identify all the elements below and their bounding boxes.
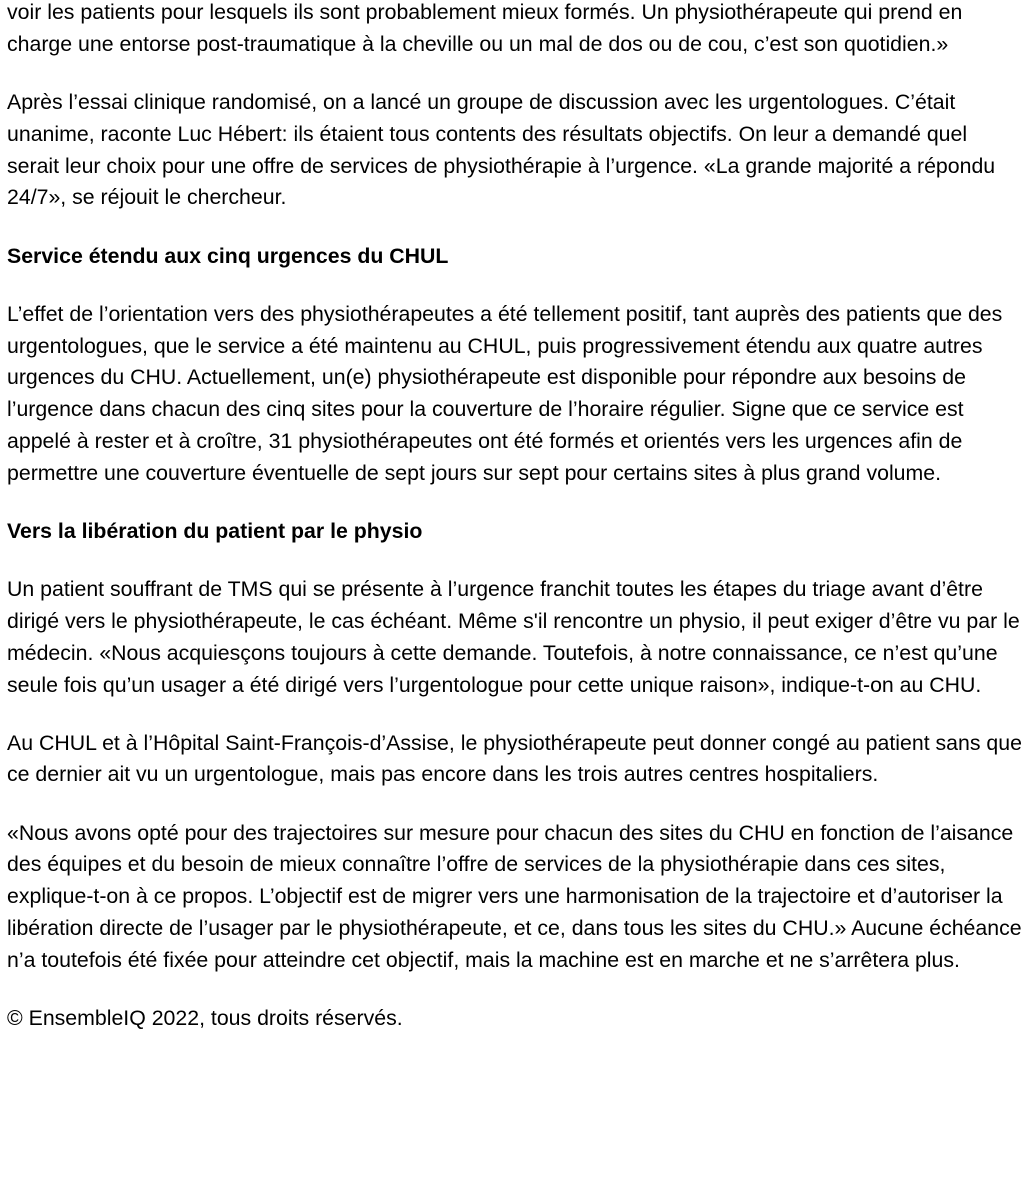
paragraph-service-extended: L’effet de l’orientation vers des physiothérapeutes a été tellement positif, tant auprès des patients que des urgentologues, que le service a été maintenu au CHUL, puis progressivement étendu aux quatre autres urgences du CHU. Actuellement, un(e) physiothérapeute est disponible pour répondre aux besoins de l’urgence dans chacun des cinq sites pour la couverture de l’horaire régulier. Signe que ce service est appelé à rester et à croître, 31 physiothérapeutes ont été formés et orientés vers les urgences afin de permettre une couverture éventuelle de sept jours sur sept pour certains sites à plus grand volume.: [7, 301, 1003, 485]
section-heading-liberation: Vers la libération du patient par le physio: [7, 518, 423, 543]
paragraph-clinical-trial: Après l’essai clinique randomisé, on a lancé un groupe de discussion avec les urgentologues. C’était unanime, raconte Luc Hébert: ils étaient tous contents des résultats objectifs. On leur a demandé quel serait leur choix pour une offre de services de physiothérapie à l’urgence. «La grande majorité a répondu 24/7», se réjouit le chercheur.: [7, 89, 996, 210]
paragraph-tms-patient: Un patient souffrant de TMS qui se présente à l’urgence franchit toutes les étapes du triage avant d’être dirigé vers le physiothérapeute, le cas échéant. Même s'il rencontre un physio, il peut exiger d’être vu par le médecin. «Nous acquiesçons toujours à cette demande. Toutefois, à notre connaissance, ce n’est qu’une seule fois qu’un usager a été dirigé vers l’urgentologue pour cette unique raison», indique-t-on au CHU.: [7, 577, 1020, 697]
copyright-notice: © EnsembleIQ 2022, tous droits réservés.: [7, 1006, 403, 1031]
section-heading-service: Service étendu aux cinq urgences du CHUL: [7, 243, 449, 268]
paragraph-trajectories: «Nous avons opté pour des trajectoires sur mesure pour chacun des sites du CHU en fonction de l’aisance des équipes et du besoin de mieux connaître l’offre de services de la physiothérapie dans ces sites, explique-t-on à ce propos. L’objectif est de migrer vers une harmonisation de la trajectoire et d’autoriser la libération directe de l’usager par le physiothérapeute, et ce, dans tous les sites du CHU.» Aucune échéance n’a toutefois été fixée pour atteindre cet objectif, mais la machine est en marche et ne s’arrêtera plus.: [7, 820, 1022, 972]
paragraph-chul-discharge: Au CHUL et à l’Hôpital Saint-François-d’Assise, le physiothérapeute peut donner congé au patient sans que ce dernier ait vu un urgentologue, mais pas encore dans les trois autres centres hospitaliers.: [7, 730, 1022, 787]
paragraph-intro-tail: voir les patients pour lesquels ils sont probablement mieux formés. Un physiothérapeute qui prend en charge une entorse post-traumatique à la cheville ou un mal de dos ou de cou, c’est son quotidien.»: [7, 0, 963, 56]
